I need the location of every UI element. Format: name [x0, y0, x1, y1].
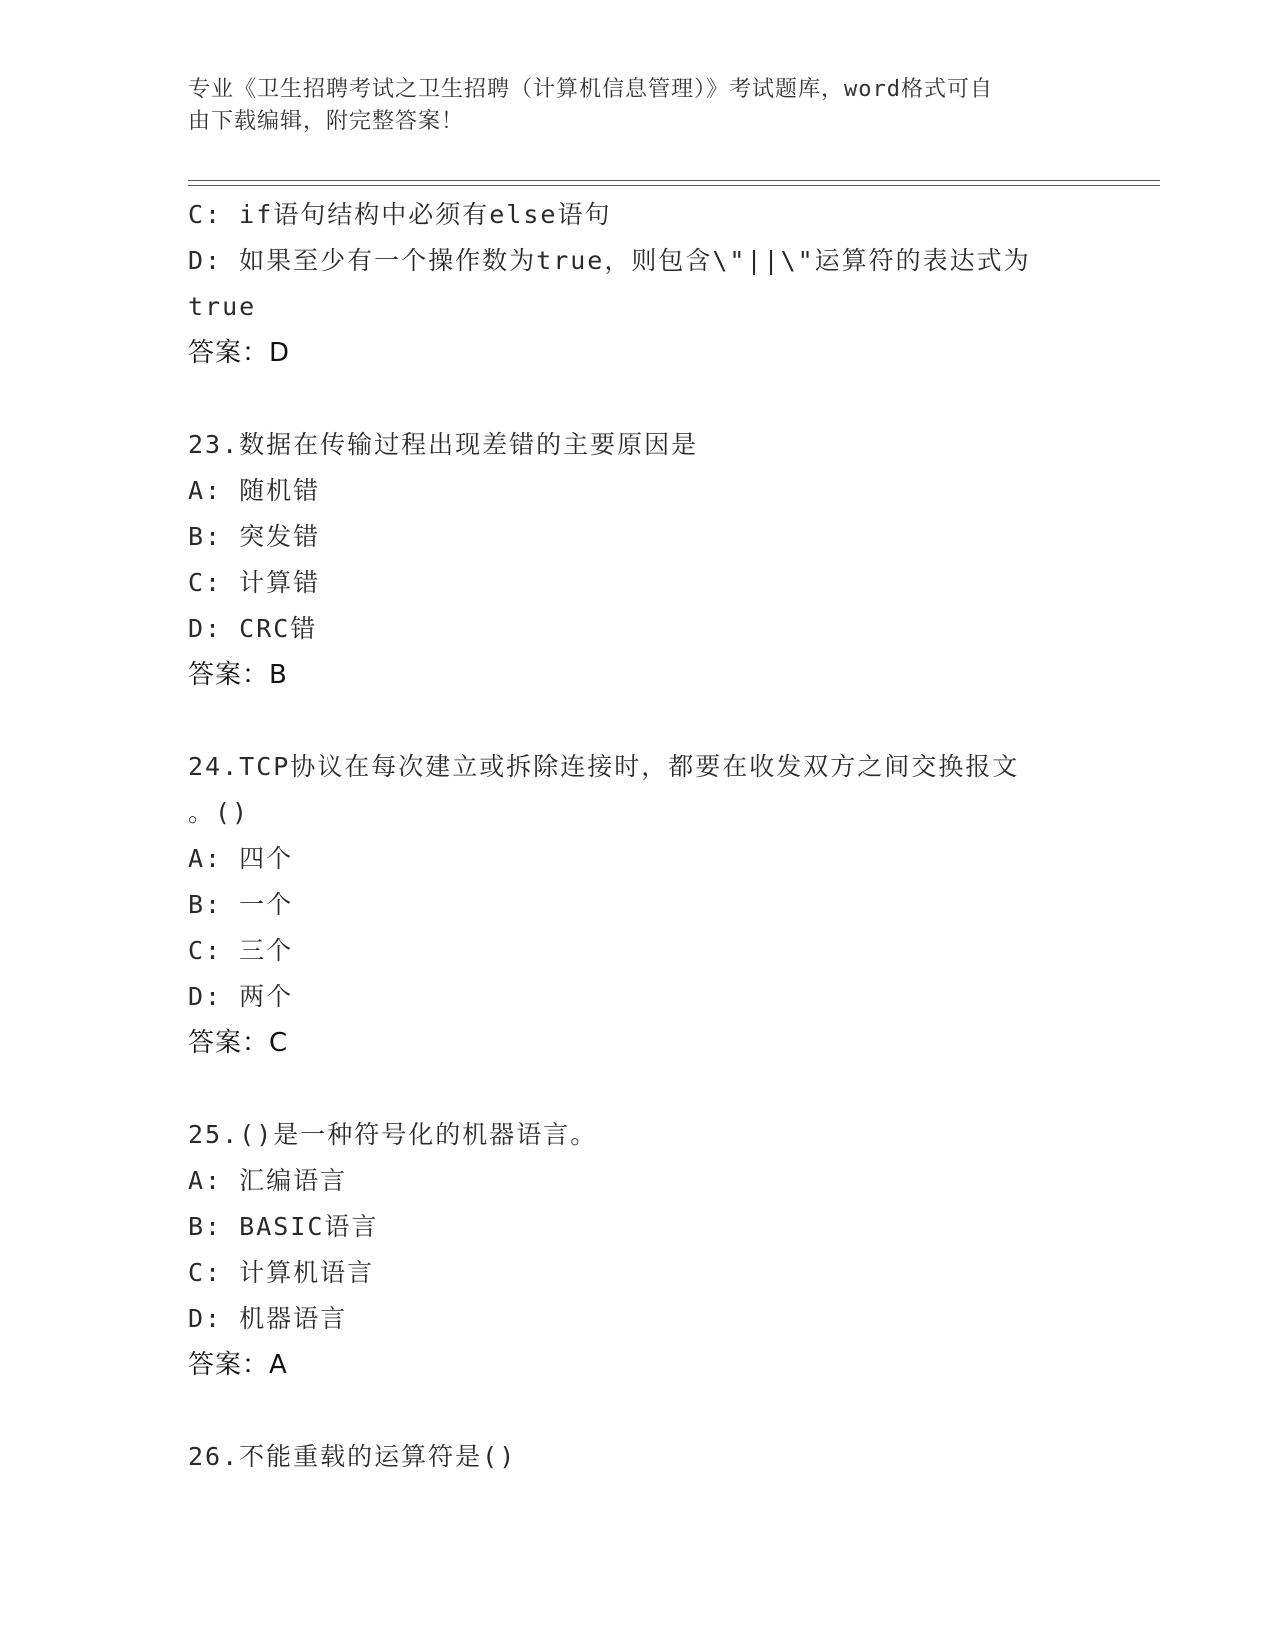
option-c: C: 计算错	[188, 568, 321, 597]
question-stem: 25.()是一种符号化的机器语言。	[188, 1120, 598, 1149]
question-25	[188, 1112, 1088, 1388]
question-stem: 24.TCP协议在每次建立或拆除连接时，都要在收发双方之间交换报文	[188, 752, 1020, 781]
spacer	[188, 1066, 1088, 1112]
question-stem-continued: 。()	[188, 798, 250, 827]
option-d: D: 机器语言	[188, 1304, 348, 1333]
question-26	[188, 1434, 1088, 1480]
spacer	[188, 1388, 1088, 1434]
question-stem: 23.数据在传输过程出现差错的主要原因是	[188, 430, 699, 459]
option-b: B: BASIC语言	[188, 1212, 379, 1241]
spacer	[188, 376, 1088, 422]
option-b: B: 突发错	[188, 522, 321, 551]
option-c: C: if语句结构中必须有else语句	[188, 200, 612, 229]
answer-line: 答案：A	[188, 1350, 288, 1380]
answer-line: 答案：C	[188, 1028, 289, 1058]
option-c: C: 计算机语言	[188, 1258, 375, 1287]
option-a: A: 随机错	[188, 476, 321, 505]
header-line-1: 专业《卫生招聘考试之卫生招聘（计算机信息管理）》考试题库，word格式可自	[188, 77, 993, 102]
question-list	[188, 192, 1088, 1480]
option-d: D: CRC错	[188, 614, 318, 643]
header-divider-bottom	[188, 185, 1160, 186]
spacer	[188, 698, 1088, 744]
option-a: A: 汇编语言	[188, 1166, 348, 1195]
question-stem: 26.不能重载的运算符是()	[188, 1442, 517, 1471]
option-d-continued: true	[188, 292, 257, 321]
question-24	[188, 744, 1088, 1066]
option-d: D: 两个	[188, 982, 294, 1011]
answer-line: 答案：B	[188, 660, 288, 690]
option-c: C: 三个	[188, 936, 294, 965]
question-23	[188, 422, 1088, 698]
header-divider-top	[188, 180, 1160, 181]
option-b: B: 一个	[188, 890, 294, 919]
question-22-continued	[188, 192, 1088, 376]
option-d: D: 如果至少有一个操作数为true，则包含\"||\"运算符的表达式为	[188, 246, 1031, 275]
option-a: A: 四个	[188, 844, 294, 873]
answer-line: 答案：D	[188, 338, 291, 368]
document-header	[188, 74, 1068, 138]
header-line-2: 由下载编辑，附完整答案！	[188, 109, 465, 134]
